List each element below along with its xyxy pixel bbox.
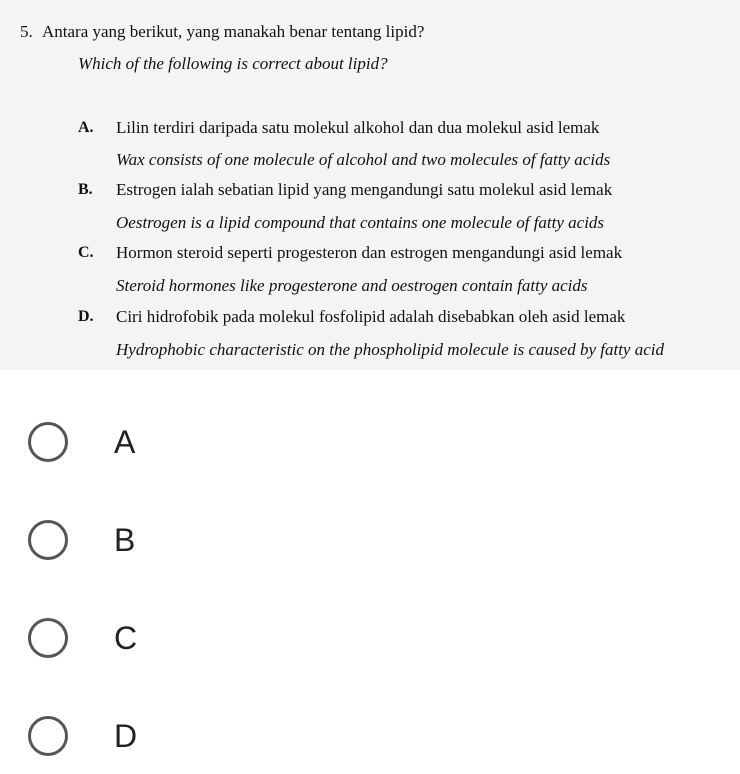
question-text-en: Which of the following is correct about lipid? <box>78 54 388 73</box>
option-letter: C. <box>78 244 94 261</box>
answer-choice-d[interactable] <box>28 711 708 761</box>
option-text-en: Oestrogen is a lipid compound that contains one molecule of fatty acids <box>116 213 605 232</box>
answer-choice-a[interactable] <box>28 417 708 467</box>
radio-button-d[interactable] <box>28 716 68 756</box>
radio-button-c[interactable] <box>28 618 68 658</box>
option-letter: D. <box>78 308 94 325</box>
option-text-ms: Hormon steroid seperti progesteron dan estrogen mengandungi asid lemak <box>116 243 623 262</box>
question-text-ms: Antara yang berikut, yang manakah benar tentang lipid? <box>42 22 425 41</box>
answer-label-a: A <box>114 423 136 460</box>
answer-choice-b[interactable] <box>28 515 708 565</box>
option-text-ms: Lilin terdiri daripada satu molekul alkohol dan dua molekul asid lemak <box>116 118 600 137</box>
option-letter: A. <box>78 119 94 136</box>
question-number: 5. <box>20 22 33 41</box>
answer-choice-c[interactable] <box>28 613 708 663</box>
option-text-ms: Ciri hidrofobik pada molekul fosfolipid adalah disebabkan oleh asid lemak <box>116 307 626 326</box>
option-text-en: Steroid hormones like progesterone and oestrogen contain fatty acids <box>116 276 588 295</box>
answer-label-c: C <box>114 619 138 656</box>
answer-label-b: B <box>114 521 136 558</box>
question-image <box>0 0 740 370</box>
option-letter: B. <box>78 181 93 198</box>
option-text-en: Hydrophobic characteristic on the phospholipid molecule is caused by fatty acid <box>116 340 664 359</box>
radio-button-b[interactable] <box>28 520 68 560</box>
radio-button-a[interactable] <box>28 422 68 462</box>
answer-label-d: D <box>114 717 138 754</box>
option-text-ms: Estrogen ialah sebatian lipid yang mengandungi satu molekul asid lemak <box>116 180 613 199</box>
option-text-en: Wax consists of one molecule of alcohol and two molecules of fatty acids <box>116 150 611 169</box>
